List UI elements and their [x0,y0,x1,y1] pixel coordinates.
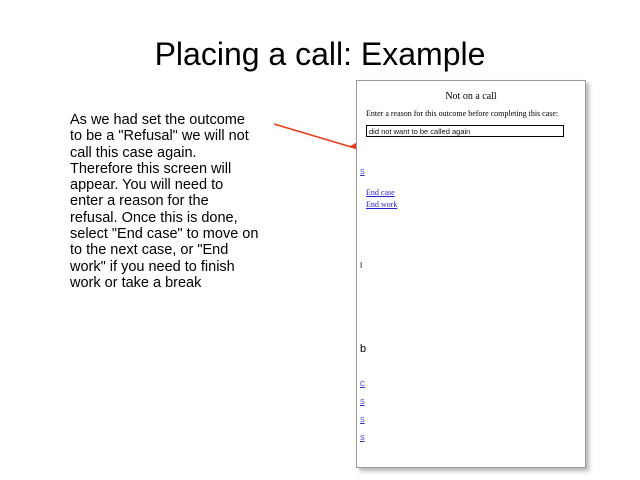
app-content [366,91,576,137]
sidebar-item-s4[interactable]: S [360,435,365,442]
reason-input[interactable]: did not want to be called again [366,125,564,137]
end-case-link[interactable]: End case [366,188,395,197]
sidebar-item-s2[interactable]: S [360,399,365,406]
reason-instruction-label: Enter a reason for this outcome before completing this case: [366,109,559,118]
end-work-link[interactable]: End work [366,200,398,209]
app-heading: Not on a call [445,91,497,102]
page-title: Placing a call: Example [154,36,486,72]
sidebar-item-c[interactable]: C [360,381,366,388]
app-action-links [366,185,397,209]
sidebar-item-s1[interactable]: S [360,169,365,176]
sidebar-text-i: I [360,261,363,270]
sidebar-text-b: b [360,343,367,355]
embedded-app-screenshot [356,80,586,468]
slide-body-text: As we had set the outcome to be a "Refusal" we will not call this case again. Therefore this screen will appear. You will need to enter a reason for the refusal. Once this is done, select "End case" to move on to the next case, or "End work" if you need to finish work or take a break [70,112,263,291]
sidebar-item-s3[interactable]: S [360,417,365,424]
app-window [357,81,585,467]
